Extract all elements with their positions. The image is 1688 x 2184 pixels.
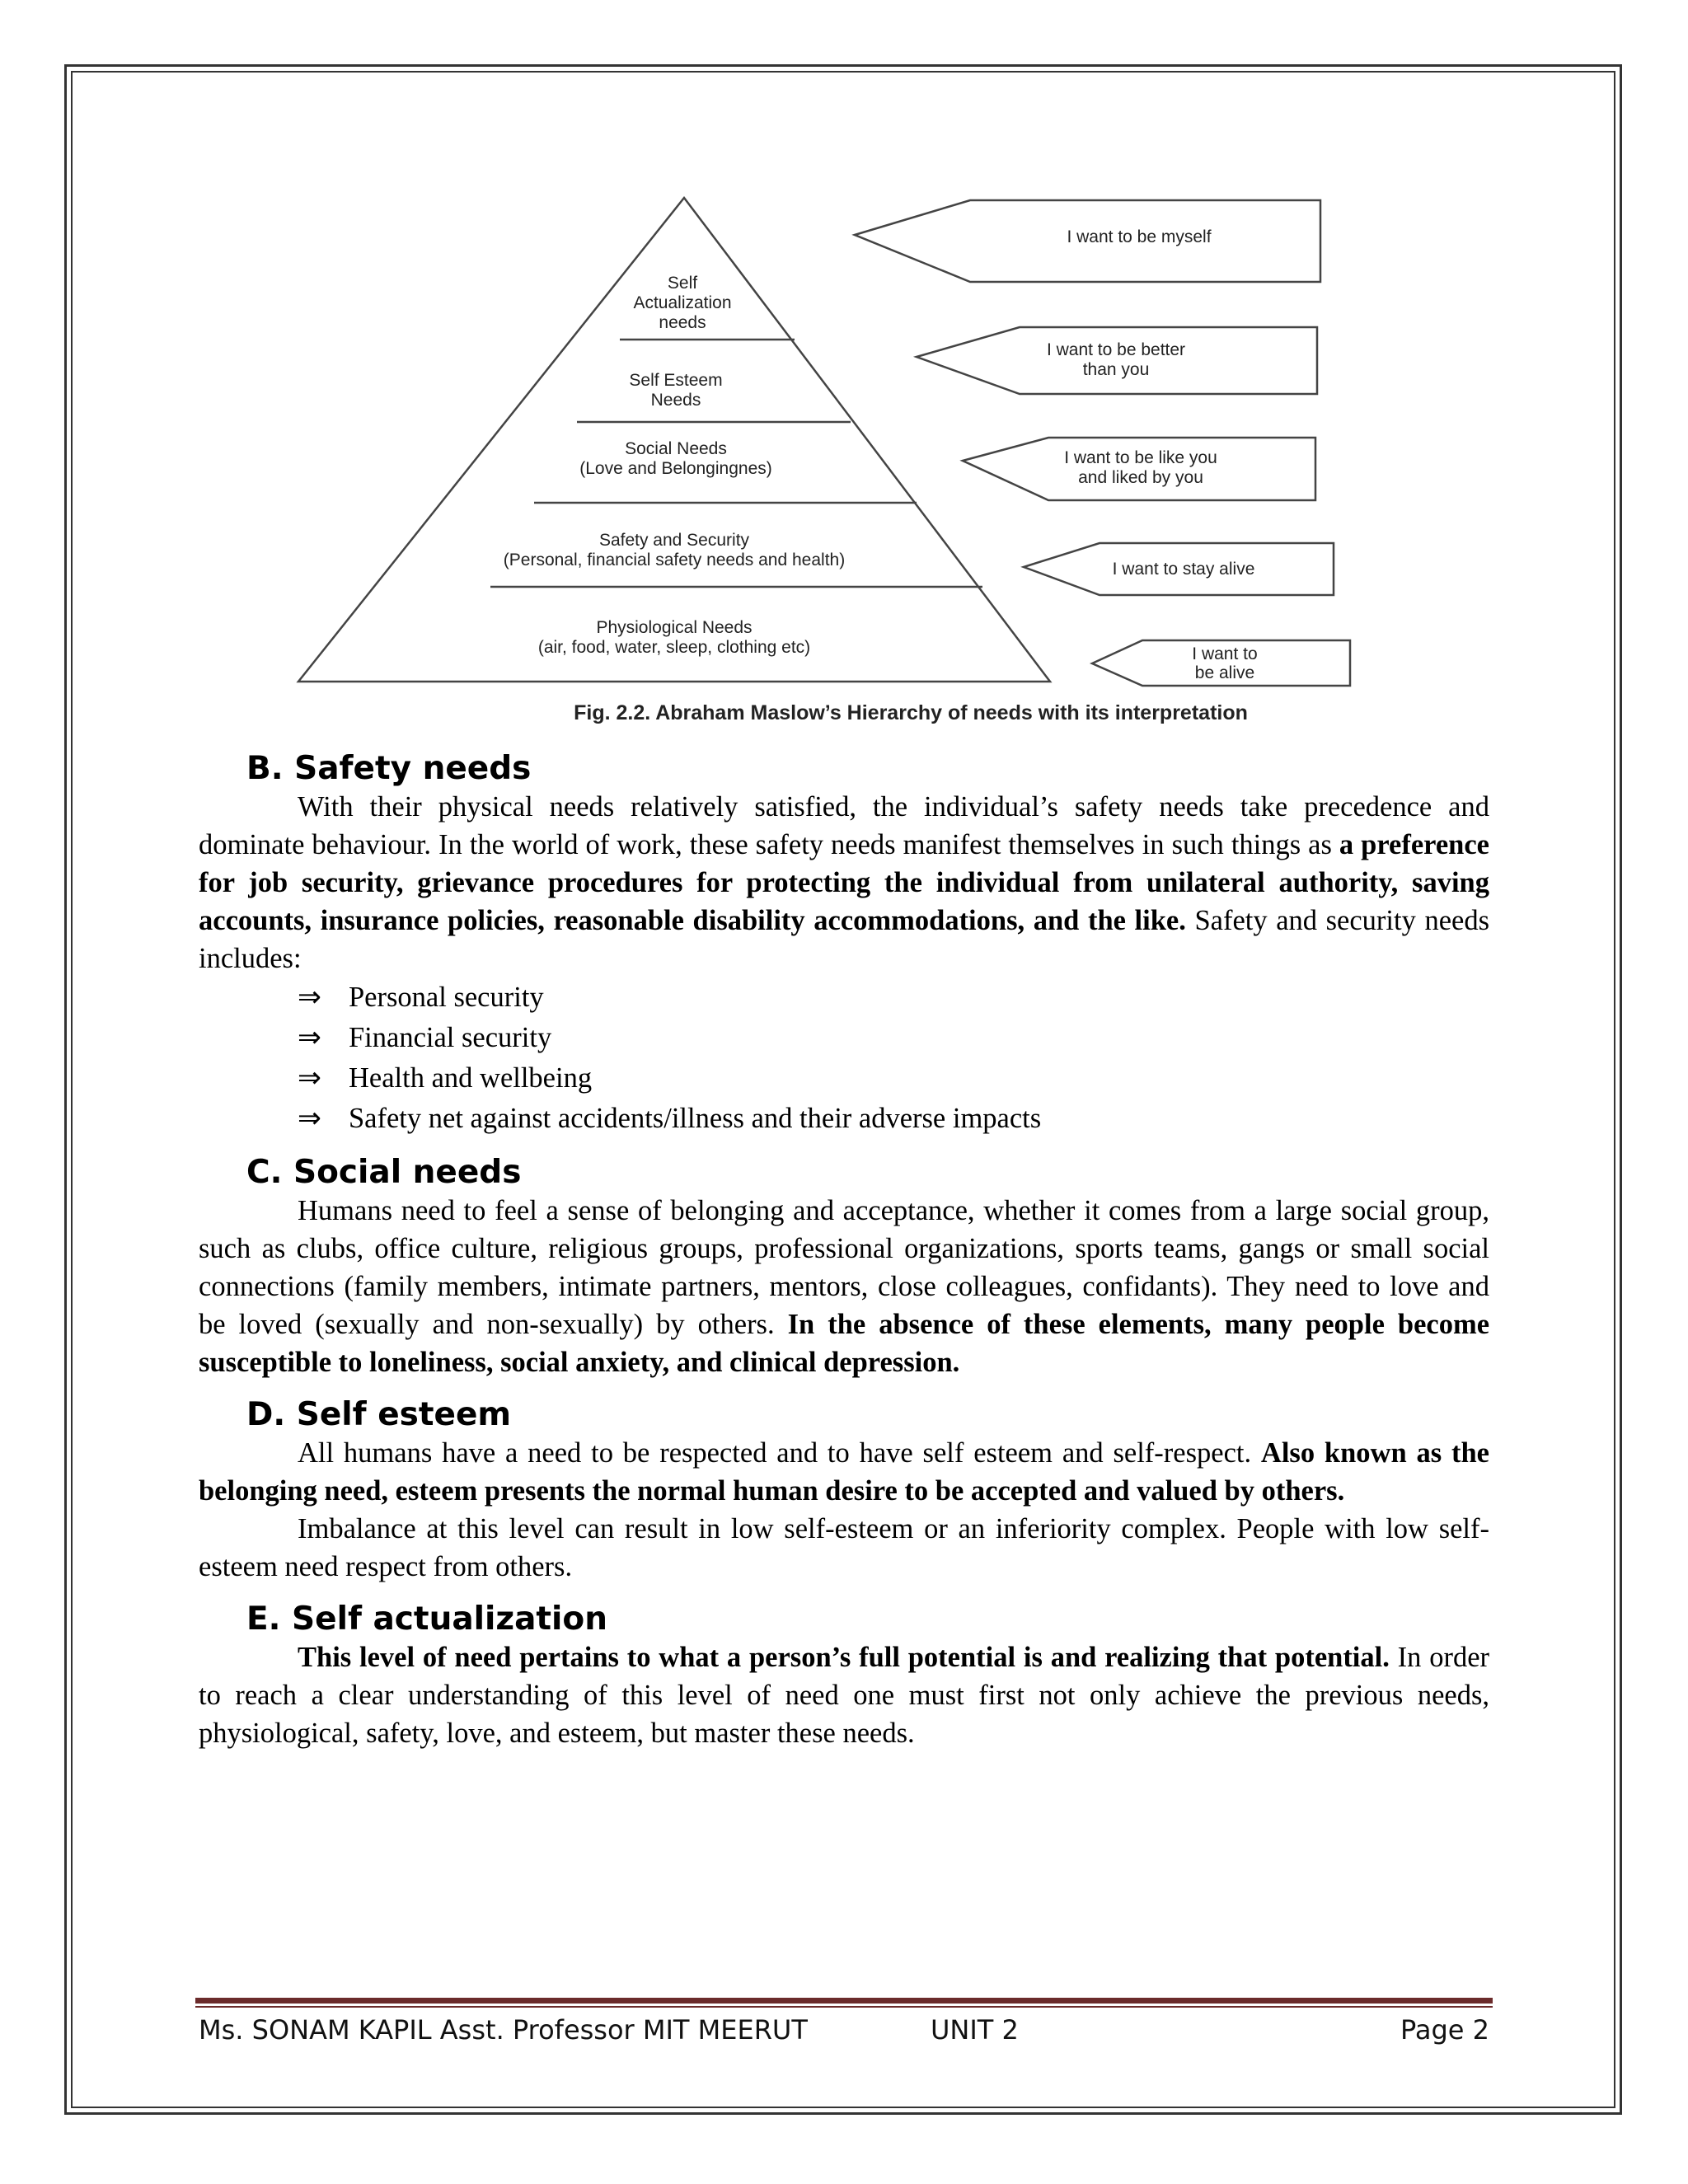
level-5-line1: Physiological Needs	[596, 618, 753, 637]
heading-self-actualization: E. Self actualization	[246, 1601, 607, 1638]
level-3-line1: Social Needs	[625, 439, 727, 458]
list-item: ⇒ Health and wellbeing	[298, 1058, 1489, 1099]
actualization-paragraph: This level of need pertains to what a person’s full potential is and realizing that potential. In order to reach a clear understanding of this level of need one must first not only achieve the previous needs, physiological, safety, love, and esteem, but master these needs.	[199, 1642, 1489, 1749]
footer-rule-thin	[195, 2006, 1493, 2008]
page-footer	[199, 2014, 1489, 2050]
esteem-paragraph-1: All humans have a need to be respected and to have self esteem and self-respect. Also known as the belonging need, esteem presents the normal human desire to be accepted and valued by others.	[199, 1437, 1489, 1507]
arrow-1-text: I want to be myself	[1067, 227, 1212, 246]
footer-unit: UNIT 2	[931, 2014, 1019, 2046]
double-arrow-icon: ⇒	[298, 1062, 321, 1094]
safety-list	[298, 977, 1489, 1139]
arrow-5-line2: be alive	[1194, 663, 1255, 682]
arrow-3-line1: I want to be like you	[1064, 448, 1217, 467]
double-arrow-icon: ⇒	[298, 982, 321, 1013]
double-arrow-icon: ⇒	[298, 1103, 321, 1134]
arrow-5-line1: I want to	[1192, 644, 1258, 663]
level-4-line1: Safety and Security	[598, 531, 750, 550]
heading-self-esteem: D. Self esteem	[246, 1396, 512, 1433]
double-arrow-icon: ⇒	[298, 1022, 321, 1053]
footer-page-number: Page 2	[1400, 2014, 1489, 2046]
arrow-2-line1: I want to be better	[1046, 340, 1186, 359]
maslow-hierarchy-figure	[280, 185, 1368, 746]
level-1-line1: Self	[667, 274, 698, 293]
social-paragraph: Humans need to feel a sense of belonging and acceptance, whether it comes from a large social group, such as clubs, office culture, religious groups, professional organizations, sports teams, gangs or small social connections (family members, intimate partners, mentors, close colleagues, confidants). They need to love and be loved (sexually and non-sexually) by others. In the absence of these elements, many people become susceptible to loneliness, social anxiety, and clinical depression.	[199, 1195, 1490, 1378]
arrow-2-line2: than you	[1082, 360, 1150, 379]
heading-social-needs: C. Social needs	[246, 1154, 522, 1191]
list-item: ⇒ Safety net against accidents/illness and their adverse impacts	[298, 1099, 1489, 1139]
footer-rule	[195, 1998, 1493, 2004]
level-1-line2: Actualization	[633, 293, 732, 312]
heading-safety-needs: B. Safety needs	[246, 750, 532, 787]
level-4-line2: (Personal, financial safety needs and health)	[503, 551, 846, 569]
level-2-line1: Self Esteem	[629, 371, 723, 390]
list-item: ⇒ Financial security	[298, 1018, 1489, 1058]
level-3-line2: (Love and Belongingnes)	[579, 459, 772, 478]
level-1-line3: needs	[659, 313, 706, 332]
level-5-line2: (air, food, water, sleep, clothing etc)	[537, 638, 811, 657]
list-item: ⇒ Personal security	[298, 977, 1489, 1018]
level-2-line2: Needs	[650, 391, 701, 410]
esteem-paragraph-2: Imbalance at this level can result in low self-esteem or an inferiority complex. People with low self-esteem need respect from others.	[199, 1513, 1489, 1582]
arrow-4-text: I want to stay alive	[1112, 560, 1255, 579]
main-content	[199, 750, 1489, 1752]
figure-caption: Fig. 2.2. Abraham Maslow’s Hierarchy of needs with its interpretation	[574, 701, 1248, 724]
safety-paragraph: With their physical needs relatively satisfied, the individual’s safety needs take precedence and dominate behaviour. In the world of work, these safety needs manifest themselves in such things as a preference for job security, grievance procedures for protecting the individual from unilateral authority, saving accounts, insurance policies, reasonable disability accommodations, and the like. Safety and security needs includes:	[199, 791, 1489, 974]
arrow-3-line2: and liked by you	[1078, 468, 1203, 487]
footer-author: Ms. SONAM KAPIL Asst. Professor MIT MEERUT	[199, 2014, 808, 2046]
